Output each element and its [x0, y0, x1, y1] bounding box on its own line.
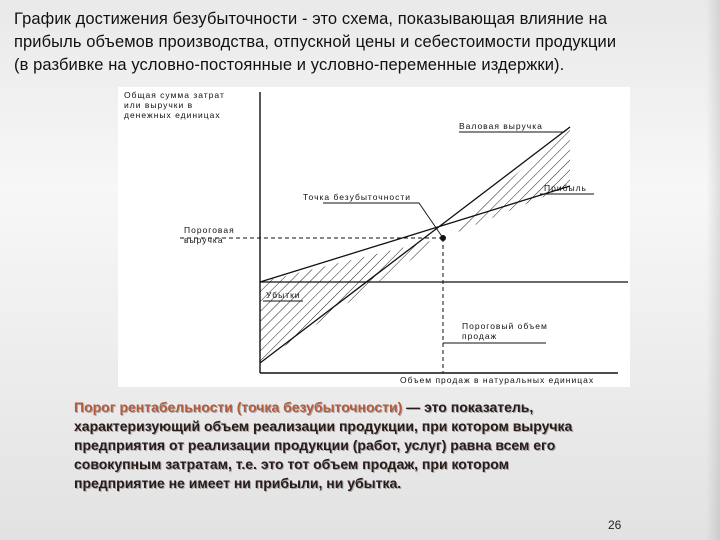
breakeven-callout-leader	[323, 203, 443, 238]
definition-line-5: предприятие не имеет ни прибыли, ни убытка.	[74, 475, 402, 491]
definition-line-3: предприятия от реализации продукции (работ, услуг) равна всем его	[74, 437, 556, 453]
header-line-1: График достижения безубыточности - это схема, показывающая влияние на	[14, 10, 608, 28]
y-axis-label-line-1: Общая сумма затрат	[124, 90, 225, 100]
profit-label: Прибыль	[544, 183, 587, 193]
header-line-2: прибыль объемов производства, отпускной цены и себестоимости продукции	[14, 33, 617, 51]
threshold-volume-label-line-2: продаж	[462, 331, 498, 341]
definition-line-1	[74, 398, 674, 417]
breakeven-point-label: Точка безубыточности	[303, 192, 412, 202]
header-line-3: (в разбивке на условно-постоянные и условно-переменные издержки).	[14, 56, 565, 74]
definition-line-2: характеризующий объем реализации продукции, при котором выручка	[74, 418, 573, 434]
y-axis-label-line-2: или выручки в	[124, 100, 194, 110]
definition-line-4: совокупным затратам, т.е. это тот объем продаж, при котором	[74, 456, 509, 472]
losses-label: Убытки	[266, 290, 301, 300]
threshold-revenue-label-line-2: выручка	[184, 235, 224, 245]
threshold-volume-label-line-1: Пороговый объем	[462, 321, 548, 331]
definition-line-1-rest: — это показатель,	[402, 399, 534, 415]
breakeven-diagram	[118, 87, 630, 387]
page-number: 26	[608, 518, 622, 532]
gross-revenue-label: Валовая выручка	[459, 121, 543, 131]
breakeven-definition	[74, 398, 674, 493]
y-axis-label-line-3: денежных единицах	[124, 110, 221, 120]
slide-header	[14, 8, 710, 77]
definition-lead: Порог рентабельности (точка безубыточности)	[74, 399, 403, 415]
slide-edge-shadow	[706, 0, 720, 540]
threshold-revenue-label-line-1: Пороговая	[184, 225, 235, 235]
breakeven-chart-svg	[118, 87, 630, 387]
x-axis-label: Объем продаж в натуральных единицах	[400, 375, 595, 385]
